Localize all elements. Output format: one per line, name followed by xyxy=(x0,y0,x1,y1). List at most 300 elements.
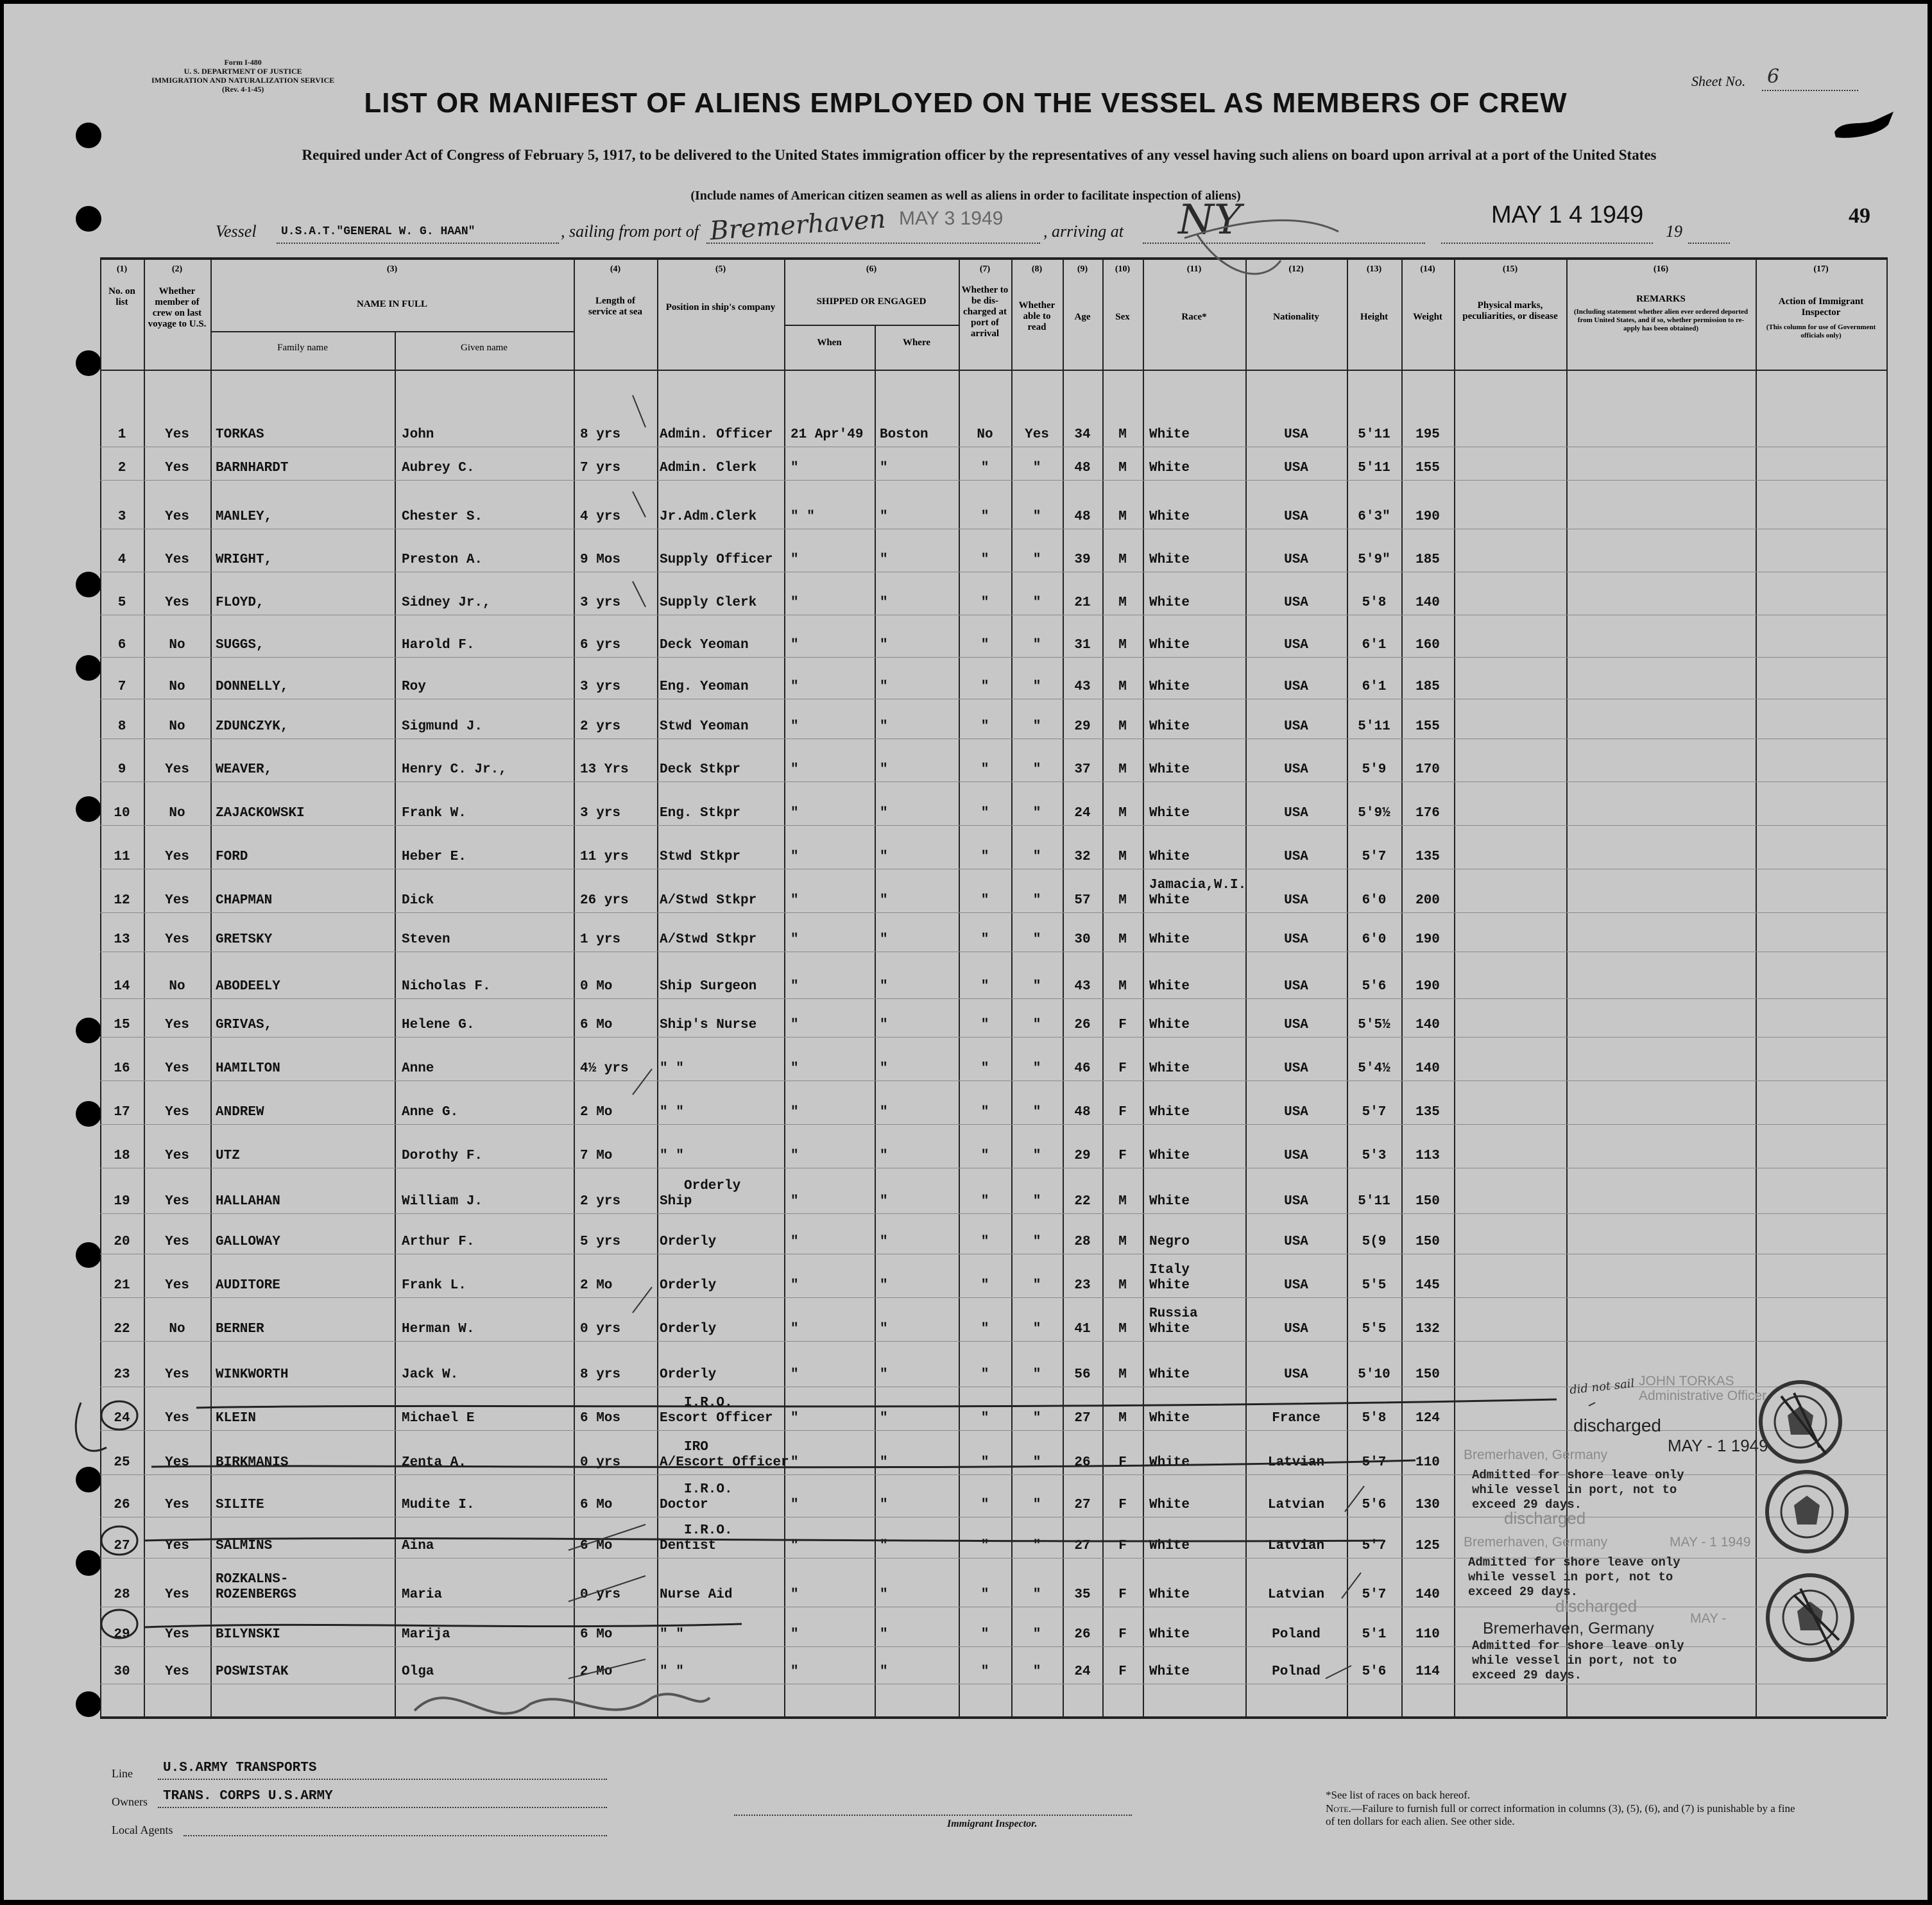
cell-sex: M xyxy=(1118,461,1127,475)
cell-disch: " xyxy=(980,806,989,821)
cell-no: 5 xyxy=(117,595,126,610)
cell-position: Doctor xyxy=(660,1498,708,1512)
cell-position: Orderly xyxy=(660,1367,717,1382)
cell-disch: " xyxy=(980,893,989,908)
arrival-scrawl xyxy=(1184,220,1338,273)
bremerhaven-stamp-1: Bremerhaven, Germany xyxy=(1464,1448,1608,1462)
cell-given: John xyxy=(402,427,434,442)
cell-sex: F xyxy=(1118,1627,1127,1642)
cell-race: White xyxy=(1149,552,1190,567)
cell-last: Yes xyxy=(165,1278,189,1293)
cell-age: 26 xyxy=(1074,1018,1091,1032)
cell-family: FORD xyxy=(216,850,248,864)
owners-underline xyxy=(158,1806,607,1808)
cell-when: " xyxy=(791,1498,799,1512)
col-num-7: (7) xyxy=(979,264,991,274)
fine-note xyxy=(1326,1802,1800,1828)
cell-family: WRIGHT, xyxy=(216,552,273,567)
cell-age: 37 xyxy=(1074,762,1091,777)
cell-read: " xyxy=(1032,1664,1041,1679)
cell-disch: " xyxy=(980,1411,989,1426)
cell-no: 9 xyxy=(117,762,126,777)
cell-position-note: I.R.O. xyxy=(684,1523,733,1538)
cell-position: Escort Officer xyxy=(660,1411,773,1426)
strike-row-25 xyxy=(151,1460,1415,1467)
cell-no: 16 xyxy=(114,1061,130,1076)
cell-nat: USA xyxy=(1284,762,1308,777)
line-value: U.S.ARMY TRANSPORTS xyxy=(163,1761,317,1775)
manifest-sheet xyxy=(4,4,1928,1900)
cell-disch: " xyxy=(980,719,989,734)
cell-height: 5'6 xyxy=(1362,1664,1387,1679)
cell-last: No xyxy=(169,719,185,734)
cell-position: Ship Surgeon xyxy=(660,979,757,994)
cell-service: 6 yrs xyxy=(580,638,621,653)
cell-race: White xyxy=(1149,806,1190,821)
cell-position: Stwd Yeoman xyxy=(660,719,749,734)
cell-read: " xyxy=(1032,932,1041,947)
cell-height: 5'5 xyxy=(1362,1278,1387,1293)
cell-race: White xyxy=(1149,1278,1190,1293)
cell-last: Yes xyxy=(165,932,189,947)
cell-no: 25 xyxy=(114,1455,130,1470)
cell-last: Yes xyxy=(165,1664,189,1679)
page-title: LIST OR MANIFEST OF ALIENS EMPLOYED ON THE VESSEL AS MEMBERS OF CREW xyxy=(364,87,1568,119)
line-label: Line xyxy=(112,1767,133,1780)
cell-given: Chester S. xyxy=(402,509,483,524)
cell-where: " xyxy=(880,1105,888,1120)
cell-race: White xyxy=(1149,850,1190,864)
cell-nat: USA xyxy=(1284,979,1308,994)
cell-no: 19 xyxy=(114,1194,130,1209)
cell-age: 43 xyxy=(1074,679,1091,694)
cell-read: " xyxy=(1032,979,1041,994)
cell-position: Jr.Adm.Clerk xyxy=(660,509,757,524)
cell-race: White xyxy=(1149,1627,1190,1642)
cell-service: 3 yrs xyxy=(580,679,621,694)
cell-sex: M xyxy=(1118,1367,1127,1382)
cell-age: 46 xyxy=(1074,1061,1091,1076)
discharged-stamp-1: discharged xyxy=(1573,1415,1661,1435)
cell-race: White xyxy=(1149,461,1190,475)
cell-last: Yes xyxy=(165,595,189,610)
col-head-remarks: REMARKS xyxy=(1636,294,1686,304)
cell-no: 15 xyxy=(114,1018,130,1032)
cell-disch: " xyxy=(980,1234,989,1249)
cell-race: White xyxy=(1149,638,1190,653)
cell-read: " xyxy=(1032,1587,1041,1602)
cell-sex: M xyxy=(1118,1234,1127,1249)
cell-sex: M xyxy=(1118,552,1127,567)
cell-race: Negro xyxy=(1149,1234,1190,1249)
cell-read: " xyxy=(1032,509,1041,524)
cell-no: 27 xyxy=(114,1539,130,1553)
cell-when: " xyxy=(791,1627,799,1642)
cell-nat: Poland xyxy=(1272,1627,1321,1642)
col-num-4: (4) xyxy=(610,264,621,274)
cell-position: A/Stwd Stkpr xyxy=(660,932,757,947)
cell-height: 6'3" xyxy=(1358,509,1390,524)
cell-height: 5'6 xyxy=(1362,979,1387,994)
cell-read: " xyxy=(1032,1539,1041,1553)
cell-position: " " xyxy=(660,1149,684,1163)
cell-nat: USA xyxy=(1284,595,1308,610)
stamp-title-24: Administrative Officer xyxy=(1639,1388,1767,1403)
cell-sex: F xyxy=(1118,1498,1127,1512)
cell-race-note: Jamacia,W.I. xyxy=(1149,878,1247,893)
cell-family: GRETSKY xyxy=(216,932,273,947)
cell-sex: F xyxy=(1118,1105,1127,1120)
cell-sex: M xyxy=(1118,850,1127,864)
cell-height: 5'3 xyxy=(1362,1149,1387,1163)
cell-age: 21 xyxy=(1074,595,1091,610)
cell-nat: USA xyxy=(1284,806,1308,821)
cell-race: White xyxy=(1149,1105,1190,1120)
cell-height: 6'0 xyxy=(1362,932,1387,947)
cell-sex: M xyxy=(1118,762,1127,777)
inspector-underline xyxy=(734,1813,1132,1816)
consulate-seal-icon xyxy=(1762,1460,1852,1563)
cell-given: William J. xyxy=(402,1194,483,1209)
cell-given: Preston A. xyxy=(402,552,483,567)
cell-weight: 110 xyxy=(1415,1455,1440,1470)
cell-family: WINKWORTH xyxy=(216,1367,289,1382)
cell-age: 24 xyxy=(1074,1664,1091,1679)
cell-height: 5'7 xyxy=(1362,1587,1387,1602)
cell-where: " xyxy=(880,1278,888,1293)
cell-position: A/Escort Officer xyxy=(660,1455,789,1470)
cell-position-note: IRO xyxy=(684,1440,708,1455)
cell-no: 12 xyxy=(114,893,130,908)
cell-where: " xyxy=(880,893,888,908)
col-head-family-name: Family name xyxy=(277,343,328,353)
cell-race: White xyxy=(1149,427,1190,442)
cell-weight: 132 xyxy=(1415,1322,1440,1337)
sailing-date-stamp: MAY 3 1949 xyxy=(899,208,1004,229)
cell-given: Olga xyxy=(402,1664,434,1679)
cell-last: Yes xyxy=(165,1455,189,1470)
cell-where: " xyxy=(880,850,888,864)
cell-no: 18 xyxy=(114,1149,130,1163)
cell-age: 48 xyxy=(1074,461,1091,475)
cell-family: BILYNSKI xyxy=(216,1627,280,1642)
cell-last: Yes xyxy=(165,461,189,475)
cell-position: Deck Yeoman xyxy=(660,638,749,653)
consulate-seal-icon xyxy=(1762,1563,1858,1672)
date-stamp-3: MAY - xyxy=(1690,1611,1727,1626)
cell-service: 0 yrs xyxy=(580,1587,621,1602)
cell-given: Marija xyxy=(402,1627,450,1642)
col-num-1: (1) xyxy=(116,264,128,274)
cell-nat: USA xyxy=(1284,461,1308,475)
cell-age: 30 xyxy=(1074,932,1091,947)
cell-sex: M xyxy=(1118,893,1127,908)
cell-nat: USA xyxy=(1284,1367,1308,1382)
shore-leave-line: Admitted for shore leave only xyxy=(1472,1468,1684,1482)
cell-race: White xyxy=(1149,1455,1190,1470)
cell-given: Helene G. xyxy=(402,1018,475,1032)
page-subnote: (Include names of American citizen seamen as well as aliens in order to facilitate inspection of aliens) xyxy=(690,189,1241,203)
cell-no: 21 xyxy=(114,1278,130,1293)
cell-race: White xyxy=(1149,1664,1190,1679)
cell-family-cont: ROZENBERGS xyxy=(216,1587,297,1602)
cell-race: White xyxy=(1149,1539,1190,1553)
cell-family: KLEIN xyxy=(216,1411,257,1426)
cell-read: " xyxy=(1032,638,1041,653)
cell-position: Stwd Stkpr xyxy=(660,850,741,864)
cell-height: 6'1 xyxy=(1362,638,1387,653)
cell-height: 5'11 xyxy=(1358,1194,1390,1209)
height-tick-marks xyxy=(1326,1486,1364,1679)
col-num-5: (5) xyxy=(715,264,726,274)
cell-race: White xyxy=(1149,1411,1190,1426)
col-head-race: Race* xyxy=(1181,312,1207,322)
cell-race: White xyxy=(1149,1149,1190,1163)
cell-last: No xyxy=(169,979,185,994)
cell-age: 26 xyxy=(1074,1627,1091,1642)
cell-age: 43 xyxy=(1074,979,1091,994)
cell-weight: 190 xyxy=(1415,932,1440,947)
cell-family: SILITE xyxy=(216,1498,264,1512)
cell-given: Herman W. xyxy=(402,1322,475,1337)
cell-weight: 176 xyxy=(1415,806,1440,821)
cell-given: Sigmund J. xyxy=(402,719,483,734)
cell-age: 31 xyxy=(1074,638,1091,653)
shore-leave-line: exceed 29 days. xyxy=(1472,1668,1582,1682)
cell-no: 17 xyxy=(114,1105,130,1120)
cell-age: 29 xyxy=(1074,1149,1091,1163)
cell-weight: 170 xyxy=(1415,762,1440,777)
cell-disch: " xyxy=(980,1539,989,1553)
col-head-last-voyage: Whether member of crew on last voyage to U.S. xyxy=(148,286,207,329)
cell-position: Orderly xyxy=(660,1278,717,1293)
col-num-12: (12) xyxy=(1288,264,1304,274)
cell-nat: Polnad xyxy=(1272,1664,1321,1679)
cell-position: Admin. Clerk xyxy=(660,461,757,475)
cell-sex: M xyxy=(1118,595,1127,610)
cell-service: 6 Mo xyxy=(580,1627,613,1642)
cell-read: " xyxy=(1032,1061,1041,1076)
cell-nat: Latvian xyxy=(1267,1539,1325,1553)
cell-age: 29 xyxy=(1074,719,1091,734)
cell-disch: " xyxy=(980,461,989,475)
cell-nat: USA xyxy=(1284,1278,1308,1293)
cell-nat: Latvian xyxy=(1267,1455,1325,1470)
cell-position: A/Stwd Stkpr xyxy=(660,893,757,908)
cell-race: White xyxy=(1149,1587,1190,1602)
cell-service: 6 Mo xyxy=(580,1498,613,1512)
year-label: 19 xyxy=(1666,222,1682,241)
cell-disch: " xyxy=(980,1194,989,1209)
cell-given: Frank W. xyxy=(402,806,466,821)
consulate-seal-icon xyxy=(1756,1371,1845,1473)
shore-leave-stamp-3 xyxy=(1472,1639,1684,1683)
cell-where: " xyxy=(880,638,888,653)
cell-age: 35 xyxy=(1074,1587,1091,1602)
cell-no: 7 xyxy=(117,679,126,694)
cell-read: Yes xyxy=(1025,427,1049,442)
col-head-when: When xyxy=(817,337,842,348)
cell-family: TORKAS xyxy=(216,427,264,442)
cell-read: " xyxy=(1032,850,1041,864)
cell-nat: USA xyxy=(1284,509,1308,524)
cell-read: " xyxy=(1032,595,1041,610)
cell-position: Eng. Yeoman xyxy=(660,679,749,694)
cell-where: " xyxy=(880,1367,888,1382)
cell-read: " xyxy=(1032,762,1041,777)
cell-disch: " xyxy=(980,1587,989,1602)
col-num-14: (14) xyxy=(1420,264,1435,274)
cell-race: White xyxy=(1149,762,1190,777)
cell-weight: 140 xyxy=(1415,1061,1440,1076)
cell-last: Yes xyxy=(165,1587,189,1602)
shore-leave-line: while vessel in port, not to xyxy=(1468,1570,1673,1584)
cell-read: " xyxy=(1032,719,1041,734)
cell-race: White xyxy=(1149,1367,1190,1382)
cell-family: BIRKMANIS xyxy=(216,1455,289,1470)
cell-height: 5'11 xyxy=(1358,461,1390,475)
cell-disch: " xyxy=(980,1322,989,1337)
cell-nat: USA xyxy=(1284,719,1308,734)
cell-read: " xyxy=(1032,1322,1041,1337)
cell-where: " xyxy=(880,1455,888,1470)
sheet-number-label: Sheet No. xyxy=(1691,73,1746,89)
cell-race-note: Italy xyxy=(1149,1263,1190,1277)
cell-when: " xyxy=(791,1411,799,1426)
cell-when: " xyxy=(791,1194,799,1209)
cell-weight: 145 xyxy=(1415,1278,1440,1293)
cell-where: " xyxy=(880,461,888,475)
cell-service: 6 Mo xyxy=(580,1539,613,1553)
cell-family: HAMILTON xyxy=(216,1061,280,1076)
arrival-date-stamp: MAY 1 4 1949 xyxy=(1491,201,1644,228)
cell-height: 5'7 xyxy=(1362,850,1387,864)
cell-given: Dorothy F. xyxy=(402,1149,483,1163)
cell-weight: 124 xyxy=(1415,1411,1440,1426)
shore-leave-line: while vessel in port, not to xyxy=(1472,1653,1677,1668)
cell-given: Henry C. Jr., xyxy=(402,762,507,777)
cell-service: 3 yrs xyxy=(580,806,621,821)
cell-given: Dick xyxy=(402,893,434,908)
cell-where: " xyxy=(880,806,888,821)
cell-when: " xyxy=(791,1149,799,1163)
cell-last: Yes xyxy=(165,1367,189,1382)
cell-age: 39 xyxy=(1074,552,1091,567)
cell-disch: " xyxy=(980,1061,989,1076)
cell-when: " xyxy=(791,932,799,947)
cell-disch: " xyxy=(980,1664,989,1679)
shore-leave-stamp-1 xyxy=(1472,1468,1684,1512)
col-num-6: (6) xyxy=(866,264,877,274)
col-head-discharged: Whether to be dis-charged at port of arrival xyxy=(961,285,1009,339)
cell-sex: M xyxy=(1118,638,1127,653)
cell-weight: 114 xyxy=(1415,1664,1440,1679)
cell-disch: " xyxy=(980,1455,989,1470)
cell-no: 3 xyxy=(117,509,126,524)
cell-disch: " xyxy=(980,1018,989,1032)
cell-race: White xyxy=(1149,932,1190,947)
bremerhaven-stamp-3: Bremerhaven, Germany xyxy=(1483,1619,1654,1637)
cell-disch: " xyxy=(980,1498,989,1512)
cell-where: " xyxy=(880,932,888,947)
col-head-sex: Sex xyxy=(1115,312,1130,322)
cell-age: 27 xyxy=(1074,1411,1091,1426)
cell-weight: 150 xyxy=(1415,1194,1440,1209)
cell-family: GALLOWAY xyxy=(216,1234,280,1249)
cell-nat: USA xyxy=(1284,1061,1308,1076)
col-head-shipped: SHIPPED OR ENGAGED xyxy=(816,296,927,307)
cell-service: 7 yrs xyxy=(580,461,621,475)
cell-disch: " xyxy=(980,1627,989,1642)
cell-nat: Latvian xyxy=(1267,1587,1325,1602)
cell-service: 13 Yrs xyxy=(580,762,629,777)
cell-when: " xyxy=(791,719,799,734)
cell-sex: F xyxy=(1118,1149,1127,1163)
cell-last: Yes xyxy=(165,1539,189,1553)
cell-weight: 125 xyxy=(1415,1539,1440,1553)
cell-weight: 195 xyxy=(1415,427,1440,442)
cell-last: Yes xyxy=(165,762,189,777)
cell-read: " xyxy=(1032,1149,1041,1163)
cell-height: 5'11 xyxy=(1358,427,1390,442)
cell-service: 0 yrs xyxy=(580,1455,621,1470)
races-note: *See list of races on back hereof. xyxy=(1326,1789,1471,1801)
cell-where: " xyxy=(880,1539,888,1553)
cell-service: 0 Mo xyxy=(580,979,613,994)
cell-weight: 130 xyxy=(1415,1498,1440,1512)
cell-read: " xyxy=(1032,806,1041,821)
cell-where: " xyxy=(880,719,888,734)
cell-age: 32 xyxy=(1074,850,1091,864)
cell-family: SALMINS xyxy=(216,1539,273,1553)
shore-leave-line: exceed 29 days. xyxy=(1472,1498,1582,1512)
cell-age: 27 xyxy=(1074,1539,1091,1553)
agents-underline xyxy=(184,1834,607,1836)
handwritten-marks xyxy=(4,4,1928,1900)
note-text: —Failure to furnish full or correct information in columns (3), (5), (6), and (7) is punishable by a fine of ten dollars for each alien. See other side. xyxy=(1326,1802,1795,1827)
col-num-13: (13) xyxy=(1366,264,1382,274)
cell-race: White xyxy=(1149,1018,1190,1032)
check-marks xyxy=(568,395,652,1679)
cell-sex: M xyxy=(1118,1322,1127,1337)
cell-read: " xyxy=(1032,893,1041,908)
cell-when: " xyxy=(791,1105,799,1120)
cell-position: Orderly xyxy=(660,1234,717,1249)
cell-no: 24 xyxy=(114,1411,130,1426)
cell-height: 5'9" xyxy=(1358,552,1390,567)
cell-disch: " xyxy=(980,1105,989,1120)
cell-sex: F xyxy=(1118,1061,1127,1076)
col-head-where: Where xyxy=(902,337,931,348)
cell-position-note: I.R.O. xyxy=(684,1396,733,1410)
col-head-height: Height xyxy=(1360,312,1389,322)
cell-service: 9 Mos xyxy=(580,552,621,567)
cell-no: 2 xyxy=(117,461,126,475)
cell-age: 56 xyxy=(1074,1367,1091,1382)
cell-given: Aina xyxy=(402,1539,434,1553)
date-stamp-2: MAY - 1 1949 xyxy=(1670,1535,1751,1550)
cell-disch: " xyxy=(980,509,989,524)
cell-nat: USA xyxy=(1284,1105,1308,1120)
cell-no: 14 xyxy=(114,979,130,994)
cell-disch: " xyxy=(980,1149,989,1163)
cell-when: " xyxy=(791,1664,799,1679)
cell-family: ZAJACKOWSKI xyxy=(216,806,305,821)
cell-given: Frank L. xyxy=(402,1278,466,1293)
cell-disch: " xyxy=(980,1367,989,1382)
col-head-no: No. on list xyxy=(108,286,135,307)
cell-where: " xyxy=(880,679,888,694)
